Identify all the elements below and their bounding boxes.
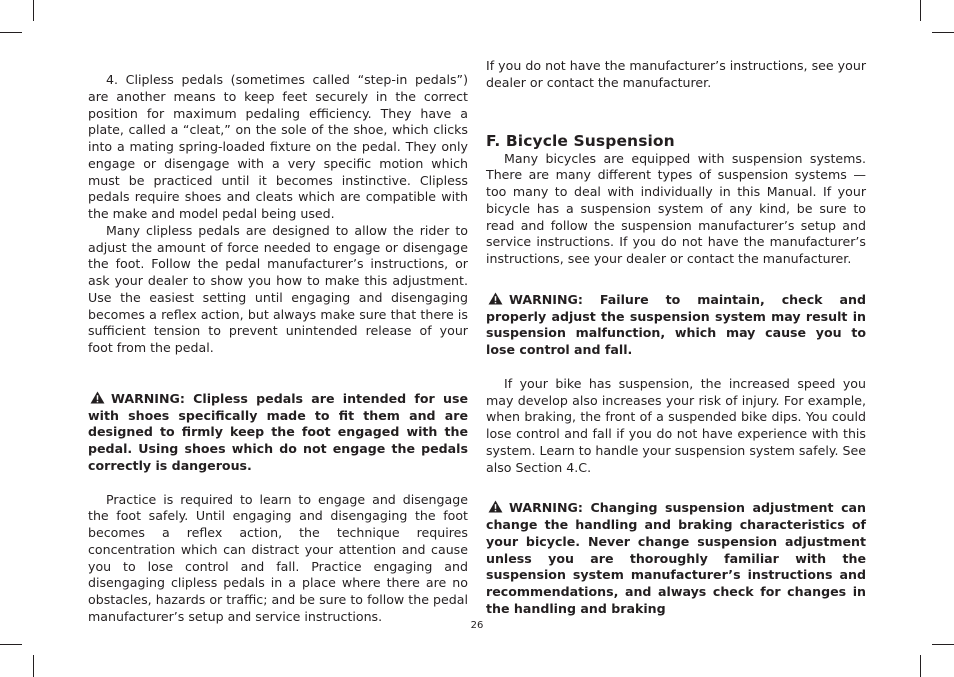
warning-suspension-maintenance: [486, 292, 866, 359]
crop-mark: [33, 655, 34, 677]
warning-triangle-icon: [488, 500, 503, 513]
section-heading: F. Bicycle Suspension: [486, 131, 675, 150]
paragraph-practice: Practice is required to learn to engage and disengage the foot safely. Until engaging and disengaging the foot becomes a reflex action, the technique requires concentration which can distract your attention and cause you to lose control and fall. Practice engaging and disengaging clipless pedals in a place where there are no obstacles, hazards or traffic; and be sure to follow the pedal manufacturer’s setup and service instructions.: [88, 491, 468, 624]
warning-text: WARNING: Changing suspension adjustment can change the handling and braking characteristics of your bicycle. Never change suspension adjustment unless you are thoroughly familiar with the suspension system manufacturer’s instructions and recommendations, and always check for changes in the handling and braking: [486, 500, 866, 616]
crop-mark: [920, 655, 921, 677]
paragraph-suspension-systems: Many bicycles are equipped with suspension systems. There are many different types of suspension systems — too many to deal with individually in this Manual. If your bicycle has a suspension system of any kind, be sure to read and follow the suspension manufacturer’s setup and service instructions. If you do not have the manufacturer’s instructions, see your dealer or contact the manufacturer.: [486, 150, 866, 266]
crop-mark: [932, 644, 954, 645]
right-column: [486, 58, 866, 618]
crop-mark: [932, 32, 954, 33]
paragraph-suspension-speed: If your bike has suspension, the increased speed you may develop also increases your risk of injury. For example, when braking, the front of a suspended bike dips. You could lose control and fall if you do not have experience with this system. Learn to handle your suspension system safely. See also Section 4.C.: [486, 375, 866, 475]
crop-mark: [0, 32, 22, 33]
crop-mark: [0, 644, 22, 645]
crop-mark: [920, 0, 921, 21]
page-number: 26: [470, 620, 484, 631]
warning-text: WARNING: Clipless pedals are intended for use with shoes specifically made to fit them and are designed to firmly keep the foot engaged with the pedal. Using shoes which do not engage the pedals correctly is dangerous.: [88, 390, 468, 473]
paragraph-pedal-adjustment: Many clipless pedals are designed to allow the rider to adjust the amount of force needed to engage or disengage the foot. Follow the pedal manufacturer’s instructions, or ask your dealer to show you how to make this adjustment. Use the easiest setting until engaging and disengaging becomes a reflex action, but always make sure that there is sufficient tension to prevent unintended release of your foot from the pedal.: [88, 222, 468, 355]
warning-triangle-icon: [90, 391, 105, 404]
paragraph-instructions: If you do not have the manufacturer’s instructions, see your dealer or contact the manufacturer.: [486, 58, 866, 90]
left-column: [88, 72, 468, 626]
warning-clipless-shoes: [88, 391, 468, 475]
paragraph-clipless-pedals: 4. Clipless pedals (sometimes called “step-in pedals”) are another means to keep feet securely in the correct position for maximum pedaling efficiency. They have a plate, called a “cleat,” on the sole of the shoe, which clicks into a mating spring-loaded fixture on the pedal. They only engage or disengage with a very specific motion which must be practiced until it becomes instinctive. Clipless pedals require shoes and cleats which are compatible with the make and model pedal being used.: [88, 72, 468, 221]
crop-mark: [33, 0, 34, 21]
warning-suspension-adjustment: [486, 500, 866, 617]
warning-triangle-icon: [488, 292, 503, 305]
warning-text: WARNING: Failure to maintain, check and properly adjust the suspension system may result in suspension malfunction, which may cause you to lose control and fall.: [486, 291, 866, 357]
